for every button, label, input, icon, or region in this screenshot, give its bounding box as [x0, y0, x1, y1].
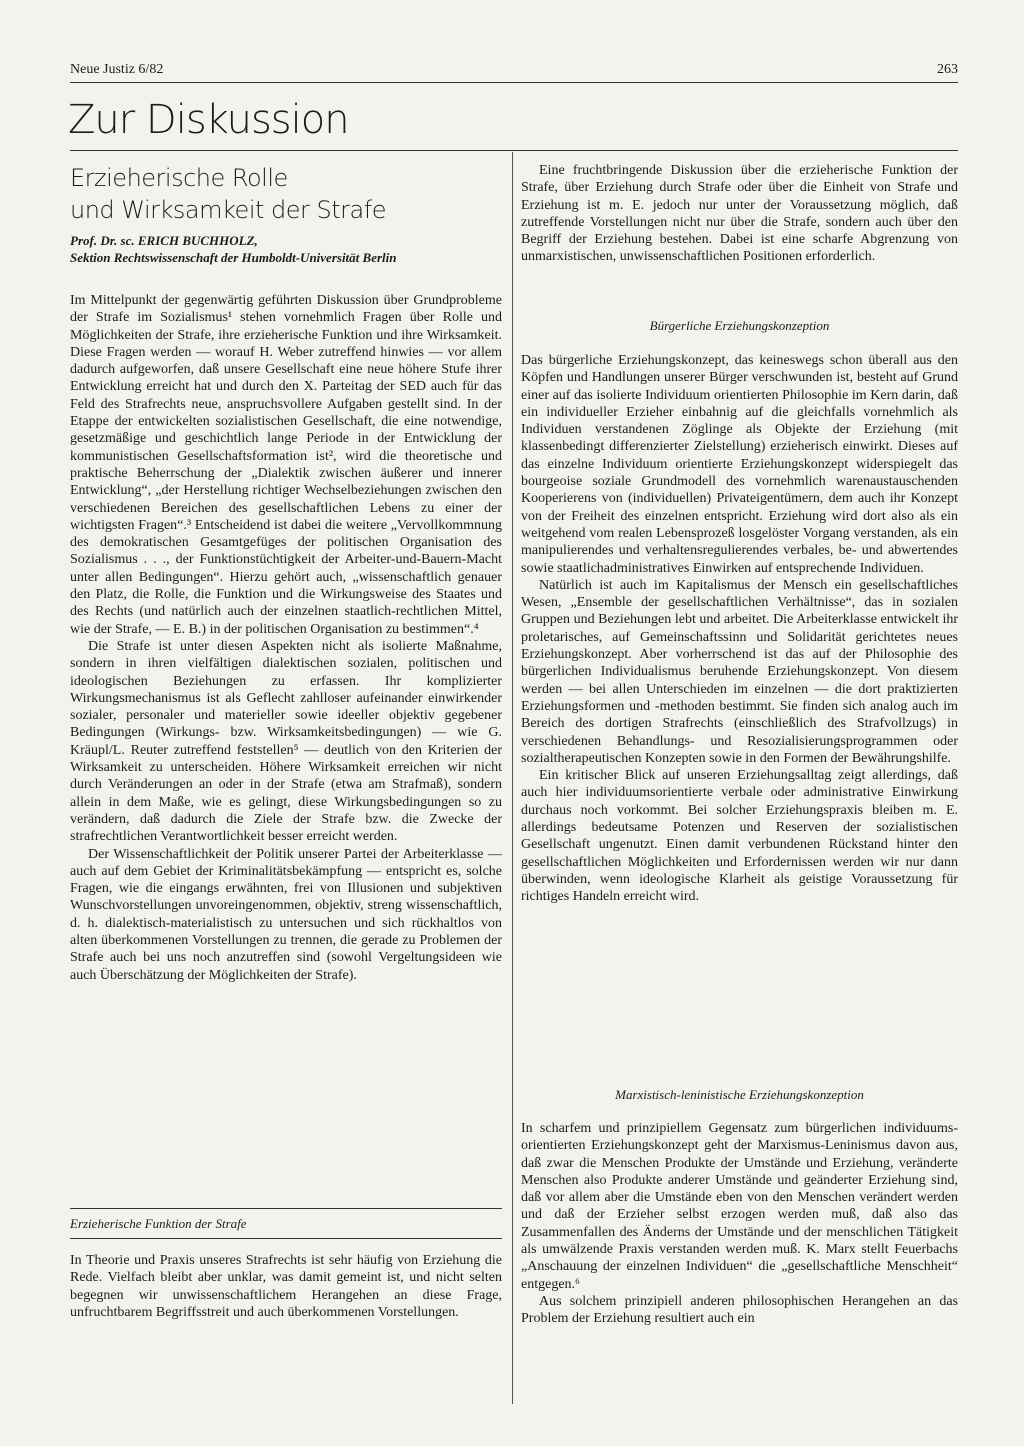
right-paragraph-2: Das bürgerliche Erziehungskonzept, das keineswegs schon überall aus den Köpfen und Handlungen unserer Bürger verschwunden ist, besteht auf Grund einer auf das isolierte Individuum orientierten Philosophie im Kern darin, daß ein individueller Erzieher einbahnig auf die gleichfalls vornehmlich als Individuen verstandenen Zöglinge als Objekte der Erziehung (mit klassenbedingt differenzierter Zielstellung) erzieherisch einwirkt. Dieses auf das einzelne Individuum orientierte Erziehungskonzept widerspiegelt das bourgeoise soziale Grundmodell des vornehmlich warenaustauschenden Kooperierens von (individuellen) Privateigentümern, dem auch ihr Konzept von der Freiheit des einzelnen entspricht. Erziehung wird dort also als ein weitgehend vom realen Lebensprozeß losgelöster Vorgang verstanden, als ein manipulierendes und verhaltensregulierendes verbales, be- und abwertendes sowie staatlichadministratives Einwirken auf entsprechende Individuen. — [521, 353, 958, 576]
header-rule — [70, 82, 958, 83]
left-paragraph-1: Im Mittelpunkt der gegenwärtig geführten Diskussion über Grundprobleme der Strafe im Sozialismus¹ stehen vornehmlich Fragen über Rolle und Möglichkeiten der Strafe, ihre erzieherische Funktion und ihre Wirksamkeit. Diese Fragen werden — worauf H. Weber zutreffend hinwies — vor allem dadurch aufgeworfen, daß unsere Gesellschaft eine neue höhere Stufe ihrer Entwicklung erreicht hat und durch den X. Parteitag der SED auch für das Feld des Strafrechts neue, anspruchsvollere Aufgaben gestellt sind. In der Etappe der entwickelten sozialistischen Gesellschaft, die eine notwendige, gesetzmäßige und geschichtlich lange Periode in der Entwicklung der kommunistischen Gesellschaftsformation ist², wird die theoretische und praktische Beherrschung der „Dialektik zwischen äußerer und innerer Entwicklung“, „der Herstellung richtiger Wechselbeziehungen zwischen den verschiedenen Bereichen des gesellschaftlichen Lebens zu einer der wichtigsten Fragen“.³ Entscheidend ist dabei die weitere „Vervollkommnung des demokratischen Gesamtgefüges der politischen Organisation des Sozialismus . . ., der Funktionstüchtigkeit der Arbeiter-und-Bauern-Macht unter allen Bedingungen“. Hierzu gehört auch, „wissenschaftlich genauer den Platz, die Rolle, die Funktion und die Wirkungsweise des Staates und des Rechts (und natürlich auch der einzelnen staatlich-rechtlichen Mittel, wie der Strafe, — E. B.) in der politischen Organisation zu bestimmen“.⁴ — [70, 293, 502, 637]
right-paragraph-4: Ein kritischer Blick auf unseren Erziehungsalltag zeigt allerdings, daß auch hier individuumsorientierte verbale oder administrative Einwirkung durchaus noch vorkommt. Bei solcher Erziehungspraxis bleiben m. E. allerdings bedeutsame Potenzen und Reserven der sozialistischen Gesellschaft ungenutzt. Einen damit verbundenen Rückstand hinter den gesellschaftlichen Möglichkeiten und Erfordernissen werden wir nur dann überwinden, wenn ideologische Klarheit als geistige Voraussetzung für richtiges Handeln erreicht wird. — [521, 768, 958, 905]
column-divider — [512, 152, 513, 1404]
right-paragraph-5: In scharfem und prinzipiellem Gegensatz zum bürgerlichen individuums-orientierten Erziehungskonzept geht der Marxismus-Leninismus davon aus, daß zwar die Menschen Produkte der Umstände und Erziehung, veränderte Menschen also Produkte anderer Umstände und geänderter Erziehung sind, daß vor allem aber die Umstände eben von den Menschen verändert werden und daß der Erzieher selbst erzogen werden muß, daß also das Zusammenfallen des Änderns der Umstände und der menschlichen Tätigkeit als umwälzende Praxis verstanden werden muß. K. Marx stellt Feuerbachs „Anschauung der einzelnen Individuen“ die „gesellschaftliche Menschheit“ entgegen.⁶ — [521, 1121, 958, 1292]
author-name: Prof. Dr. sc. ERICH BUCHHOLZ, — [70, 233, 258, 248]
right-paragraph-6: Aus solchem prinzipiell anderen philosophischen Herangehen an das Problem der Erziehung resultiert auch ein — [521, 1293, 958, 1327]
author-byline — [70, 232, 502, 266]
left-column-text-2 — [70, 1252, 502, 1321]
right-column-text-3 — [521, 1120, 958, 1328]
left-paragraph-2: Die Strafe ist unter diesen Aspekten nicht als isolierte Maßnahme, sondern in ihren vielfältigen dialektischen sozialen, politischen und ideologischen Beziehungen zu erfassen. Ihr komplizierter Wirkungsmechanismus ist als Geflecht zahlloser aufeinander einwirkender sozialer, personaler und materieller sowie ideeller objektiv gegebener Bedingungen (Wirkungs- bzw. Wirksamkeitsbedingungen) — wie G. Kräupl/L. Reuter zutreffend feststellen⁵ — deutlich von den Kriterien der Wirksamkeit zu unterscheiden. Höhere Wirksamkeit erreichen wir nicht durch Veränderungen an oder in der Strafe (etwa am Strafmaß), sondern allein in dem Maße, wie es gelingt, diese Wirkungsbedingungen so zu verändern, daß dadurch die Ziele der Strafe bzw. die Zwecke der strafrechtlichen Verantwortlichkeit besser erreicht werden. — [70, 638, 502, 845]
section-title: Zur Diskussion — [68, 97, 349, 143]
left-paragraph-4: In Theorie und Praxis unseres Strafrechts ist sehr häufig von Erziehung die Rede. Vielfach bleibt aber unklar, was damit gemeint ist, und nicht selten begegnen wir unwissenschaftlichem Herangehen an diese Frage, unfruchtbarem Begriffsstreit und auch überkommenen Vorstellungen. — [70, 1253, 502, 1320]
left-paragraph-3: Der Wissenschaftlichkeit der Politik unserer Partei der Arbeiterklasse — auch auf dem Gebiet der Kriminalitätsbekämpfung — entspricht es, solche Fragen, wie die eingangs erwähnten, frei von Illusionen und subjektiven Wunschvorstellungen unvoreingenommen, objektiv, streng wissenschaftlich, d. h. dialektisch-materialistisch zu untersuchen und sich rückhaltlos von alten überkommenen Vorstellungen zu trennen, die gerade zu Problemen der Strafe auch bei uns noch anzutreffen sind (sowohl Vergeltungsideen wie auch Überschätzung der Möglichkeiten der Strafe). — [70, 846, 502, 983]
right-column-text-2 — [521, 352, 958, 906]
section-title-rule — [70, 150, 958, 151]
article-title — [70, 162, 502, 226]
right-paragraph-1: Eine fruchtbringende Diskussion über die erzieherische Funktion der Strafe, über Erziehung durch Strafe oder über die Einheit von Strafe und Erziehung ist m. E. jedoch nur unter der Voraussetzung möglich, daß zutreffende Vorstellungen nicht nur über die Strafe, sondern auch über den Begriff der Erziehung bestehen. Dabei ist eine scharfe Abgrenzung von unmarxistischen, unwissenschaftlichen Positionen erforderlich. — [521, 163, 958, 265]
right-subheading-2: Marxistisch-leninistische Erziehungskonzeption — [615, 1087, 864, 1102]
page-number: 263 — [937, 62, 958, 77]
journal-name: Neue Justiz 6/82 — [70, 62, 164, 77]
page-header — [70, 62, 958, 82]
subheading-rule-bottom — [70, 1238, 502, 1239]
left-subheading-box — [70, 1208, 502, 1236]
author-affiliation: Sektion Rechtswissenschaft der Humboldt-Universität Berlin — [70, 250, 397, 265]
right-subheading-1: Bürgerliche Erziehungskonzeption — [649, 318, 830, 333]
subheading-rule-top — [70, 1208, 502, 1209]
left-subheading: Erzieherische Funktion der Strafe — [70, 1216, 247, 1231]
article-title-line1: Erzieherische Rolle — [70, 164, 288, 192]
right-paragraph-3: Natürlich ist auch im Kapitalismus der Mensch ein gesellschaftliches Wesen, „Ensemble der gesellschaftlichen Verhältnisse“, das in sozialen Gruppen und Beziehungen lebt und arbeitet. Die Arbeiterklasse entwickelt ihr proletarisches, auf Gemeinschaftssinn und Solidarität gerichtetes neues Erziehungskonzept. Aber vorherrschend ist das auf der Philosophie des bürgerlichen Individualismus beruhende Erziehungskonzept. Von diesem werden — bei allen Unterschieden im einzelnen — die dort praktizierten Erziehungsformen und -methoden bestimmt. Sie finden sich analog auch im Bereich des dortigen Strafrechts (einschließlich des Strafvollzugs) in verschiedenen Behandlungs- und Resozialisierungsprogrammen oder sozialtherapeutischen Konzepten sowie in den Formen der Bewährungshilfe. — [521, 577, 958, 766]
left-column-text — [70, 292, 502, 984]
article-title-line2: und Wirksamkeit der Strafe — [70, 196, 386, 224]
right-column-text-1 — [521, 162, 958, 266]
